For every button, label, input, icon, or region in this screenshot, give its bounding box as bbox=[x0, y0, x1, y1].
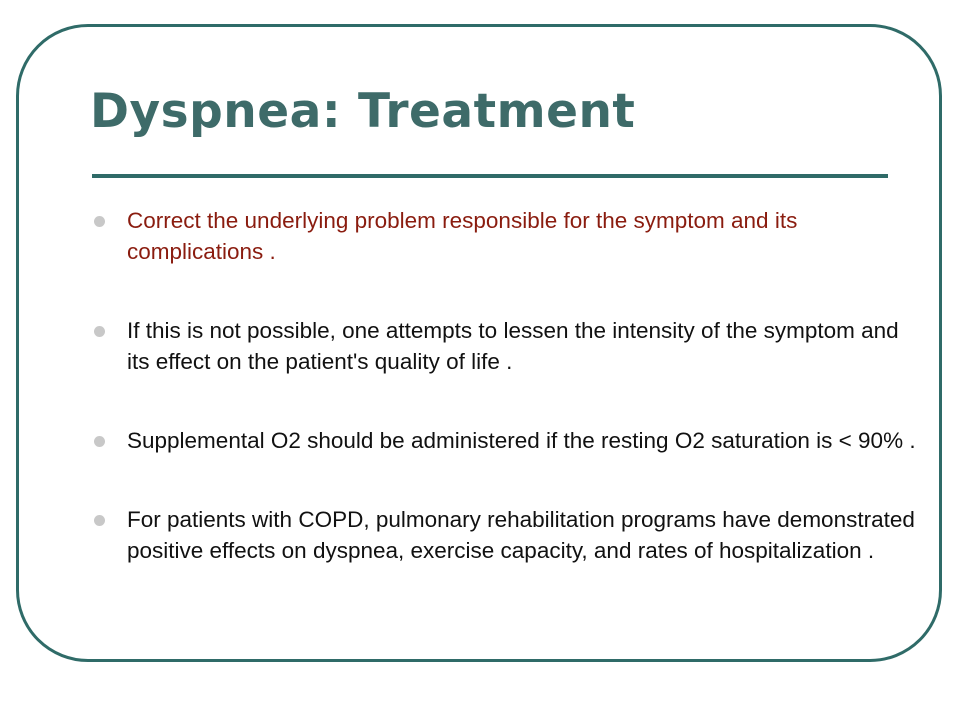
bullet-text: If this is not possible, one attempts to lessen the intensity of the symptom and its effect on the patient's quality of life . bbox=[127, 318, 899, 374]
bullet-dot-icon bbox=[94, 436, 105, 447]
title-underline bbox=[92, 174, 888, 178]
bullet-item bbox=[92, 205, 922, 267]
bullet-dot-icon bbox=[94, 326, 105, 337]
bullet-item bbox=[92, 315, 922, 377]
bullet-dot-icon bbox=[94, 515, 105, 526]
bullet-text: For patients with COPD, pulmonary rehabilitation programs have demonstrated positive effects on dyspnea, exercise capacity, and rates of hospitalization . bbox=[127, 507, 915, 563]
bullet-text: Correct the underlying problem responsible for the symptom and its complications . bbox=[127, 208, 798, 264]
bullet-item bbox=[92, 425, 922, 456]
bullet-list bbox=[92, 205, 922, 566]
slide-title: Dyspnea: Treatment bbox=[90, 84, 636, 139]
bullet-item bbox=[92, 504, 922, 566]
bullet-dot-icon bbox=[94, 216, 105, 227]
bullet-text: Supplemental O2 should be administered if the resting O2 saturation is < 90% . bbox=[127, 428, 916, 453]
